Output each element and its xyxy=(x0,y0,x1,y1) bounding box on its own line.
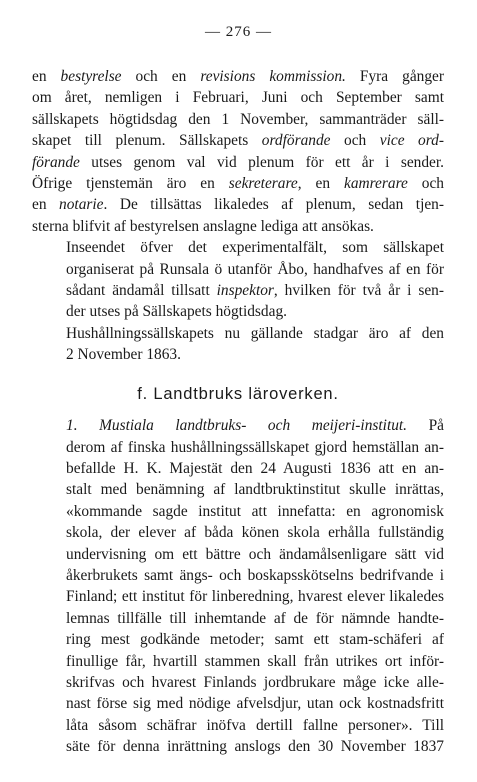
text-line xyxy=(32,301,444,322)
text-line xyxy=(32,130,444,151)
italic-run: bestyrelse xyxy=(60,68,122,85)
text-run: sådant ändamål tillsatt xyxy=(66,282,217,300)
text-run: en xyxy=(32,68,61,85)
text-run: finullige får, hvartill stammen skall från utrikes ort inför- xyxy=(66,652,444,670)
text-line xyxy=(32,522,444,543)
text-line xyxy=(32,344,444,365)
text-line xyxy=(32,629,444,650)
text-run: organiserat på Runsala ö utanför Åbo, handhafves af en för xyxy=(66,260,444,278)
text-run: skola, der elever af båda könen skola erhålla fullständig xyxy=(66,524,444,542)
text-line xyxy=(32,194,444,215)
text-run: säte för denna inrättning anslogs den 30 November 1837 xyxy=(66,738,444,756)
text-line xyxy=(32,544,444,565)
text-line xyxy=(32,693,444,714)
text-run: Inseendet öfver det experimentalfält, som sällskapet xyxy=(66,239,444,257)
text-line xyxy=(32,259,444,280)
italic-run: revisions kommission. xyxy=(200,68,346,85)
text-run: nast förse sig med nödige afvelsdjur, utan ock kostnadsfritt xyxy=(66,695,444,713)
text-line xyxy=(32,715,444,736)
text-run: och en xyxy=(121,68,201,85)
text-line xyxy=(32,651,444,672)
text-line xyxy=(32,280,444,301)
text-run: befallde H. K. Majestät den 24 Augusti 1836 att en an- xyxy=(66,459,444,477)
body-text xyxy=(32,66,444,758)
italic-run: sekreterare xyxy=(228,175,298,193)
text-run: Öfrige tjenstemän äro en xyxy=(32,175,229,193)
text-run: lemnas tillfälle till inhemtande af de för nämnde handte- xyxy=(66,609,444,627)
text-run: derom af finska hushållningssällskapet gjord hemställan an- xyxy=(66,438,444,456)
text-line xyxy=(32,323,444,344)
text-run: och xyxy=(407,175,444,193)
text-line xyxy=(32,237,444,258)
text-run: , en xyxy=(297,175,344,193)
text-run: om året, nemligen i Februari, Juni och September samt xyxy=(32,89,444,107)
text-run: åkerbrukets samt ängs- och boskapsskötselns bedrifvande i xyxy=(66,566,444,584)
italic-run: kamrerare xyxy=(344,175,408,193)
text-run: Finland; ett institut för linberedning, hvarest elever likaledes xyxy=(66,588,444,606)
italic-run: vice ord- xyxy=(379,132,444,150)
text-run: undervisning om ett bättre och ändamålsenligare sätt vid xyxy=(66,545,444,563)
text-line xyxy=(32,479,444,500)
text-run: låta såsom schäfrar inöfva dertill fallne personer». Till xyxy=(66,716,444,734)
text-line xyxy=(32,458,444,479)
text-run: 2 November 1863. xyxy=(66,346,181,364)
text-run: en xyxy=(32,196,60,214)
text-run: stalt med benämning af landtbruktinstitut skulle inrättas, xyxy=(66,481,444,499)
text-line xyxy=(32,66,444,87)
text-line xyxy=(32,501,444,522)
text-run: Fyra gånger xyxy=(345,68,444,85)
text-line xyxy=(32,608,444,629)
text-line xyxy=(32,152,444,173)
paragraph xyxy=(32,237,444,323)
text-line xyxy=(32,736,444,757)
text-run: «kommande sagde institut att innefatta: en agronomisk xyxy=(66,502,444,520)
text-line xyxy=(32,565,444,586)
text-run: utses genom val vid plenum för ett år i sender. xyxy=(79,153,444,171)
text-line xyxy=(32,173,444,194)
pre-section-paragraphs xyxy=(32,66,444,366)
text-run: skapet till plenum. Sällskapets xyxy=(32,132,262,150)
italic-run: förande xyxy=(32,153,80,171)
paragraph xyxy=(32,323,444,366)
italic-run: ordförande xyxy=(261,132,331,150)
text-line xyxy=(32,87,444,108)
text-run: och xyxy=(330,132,380,150)
text-line xyxy=(32,216,444,237)
page-number: — 276 — xyxy=(205,24,272,40)
text-line xyxy=(32,672,444,693)
section-heading: f. Landtbruks läroverken. xyxy=(137,384,339,403)
text-run: På xyxy=(407,417,445,435)
section-paragraphs xyxy=(32,415,444,758)
text-run: der utses på Sällskapets högtidsdag. xyxy=(66,303,287,321)
text-line xyxy=(32,415,444,436)
text-run: sällskapets högtidsdag den 1 November, sammanträder säll- xyxy=(32,110,444,128)
text-line xyxy=(32,109,444,130)
text-run: Hushållningssällskapets nu gällande stadgar äro af den xyxy=(66,324,444,342)
text-line xyxy=(32,586,444,607)
text-run: skrifvas och hvarest Finlands jordbrukare måge icke alle- xyxy=(66,673,444,691)
text-line xyxy=(32,437,444,458)
italic-run: 1. Mustiala landtbruks- och meijeri-institut. xyxy=(66,417,408,435)
paragraph xyxy=(32,66,444,237)
text-run: . De tillsättas likaledes af plenum, sedan tjen- xyxy=(103,196,444,214)
text-run: sterna blifvit af bestyrelsen anslagne lediga att ansökas. xyxy=(32,217,374,235)
text-run: , hvilken för två år i sen- xyxy=(273,282,444,300)
text-run: ring mest godkände metoder; samt ett stam-schäferi af xyxy=(66,631,444,649)
paragraph xyxy=(32,415,444,758)
italic-run: inspektor xyxy=(216,282,274,300)
italic-run: notarie xyxy=(59,196,104,214)
